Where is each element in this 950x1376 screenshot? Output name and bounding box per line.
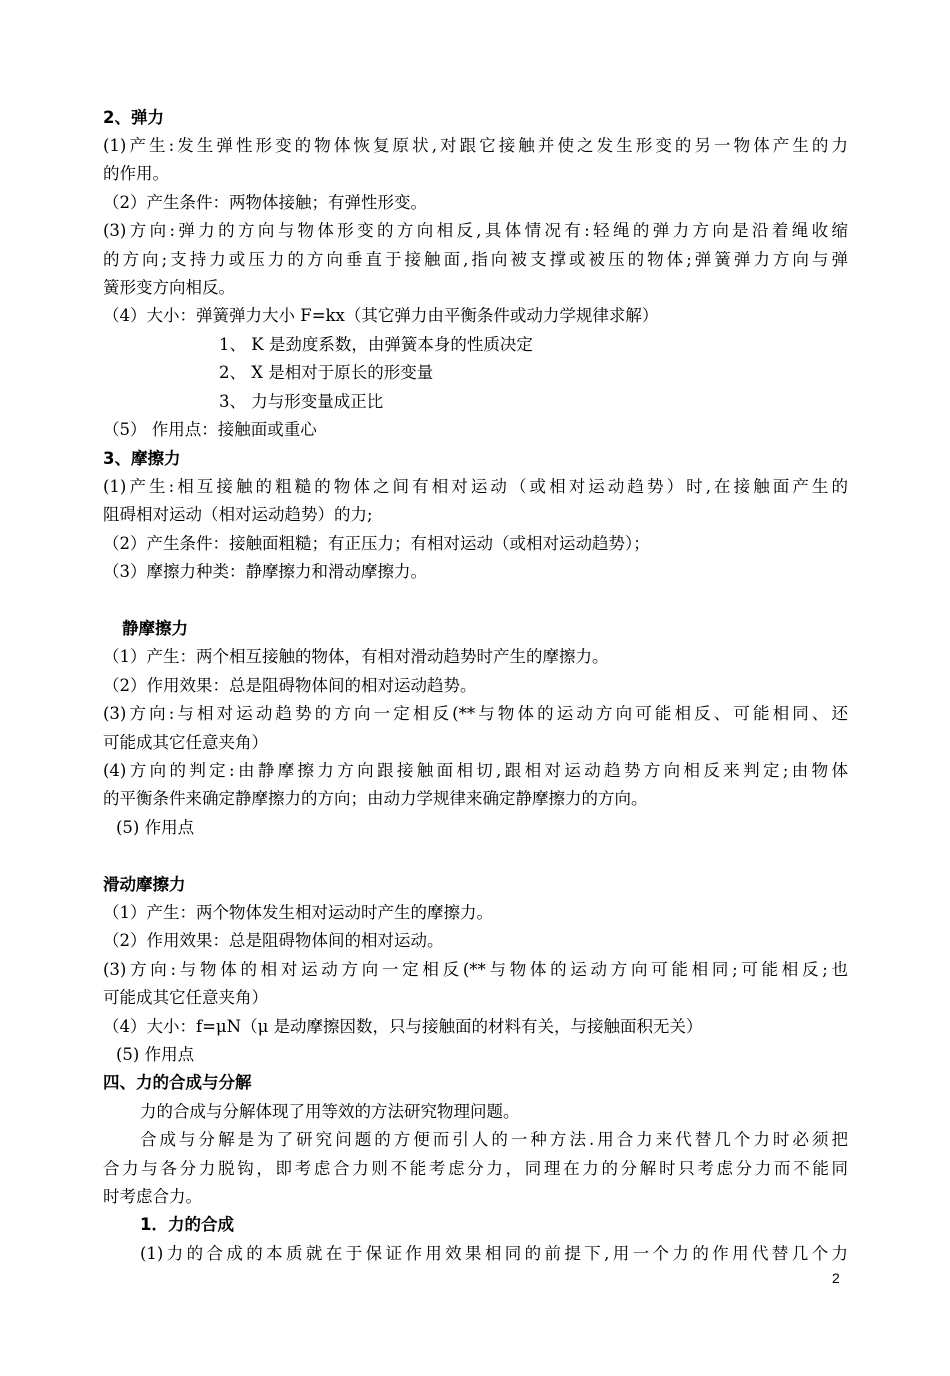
paragraph-line: （4）大小：弹簧弹力大小 F=kx（其它弹力由平衡条件或动力学规律求解） — [103, 306, 659, 325]
paragraph-line: (5) 作用点 — [116, 818, 195, 837]
paragraph-line: 的平衡条件来确定静摩擦力的方向；由动力学规律来确定静摩擦力的方向。 — [103, 789, 648, 808]
paragraph-line: (1)产生:相互接触的粗糙的物体之间有相对运动（或相对运动趋势）时,在接触面产生的 — [103, 477, 848, 496]
list-item: 3、 力与形变量成正比 — [219, 392, 384, 411]
paragraph-line: (4)方向的判定:由静摩擦力方向跟接触面相切,跟相对运动趋势方向相反来判定;由物体 — [103, 761, 848, 780]
section-heading-friction: 3、摩擦力 — [103, 449, 181, 468]
paragraph-line: （1）产生：两个相互接触的物体，有相对滑动趋势时产生的摩擦力。 — [103, 647, 609, 666]
paragraph-line: 的方向;支持力或压力的方向垂直于接触面,指向被支撑或被压的物体;弹簧弹力方向与弹 — [103, 250, 848, 269]
subheading-static-friction: 静摩擦力 — [122, 619, 188, 638]
paragraph-line: (3)方向:与物体的相对运动方向一定相反(**与物体的运动方向可能相同;可能相反;也 — [103, 960, 848, 979]
paragraph-line: 力的合成与分解体现了用等效的方法研究物理问题。 — [140, 1102, 520, 1121]
paragraph-line: （2）作用效果：总是阻碍物体间的相对运动趋势。 — [103, 676, 477, 695]
paragraph-line: 合成与分解是为了研究问题的方便而引人的一种方法.用合力来代替几个力时必须把 — [140, 1130, 848, 1149]
paragraph-line: (1)产生:发生弹性形变的物体恢复原状,对跟它接触并使之发生形变的另一物体产生的力 — [103, 136, 848, 155]
paragraph-line: 可能成其它任意夹角） — [103, 988, 268, 1007]
list-item: 1、 K 是劲度系数，由弹簧本身的性质决定 — [219, 335, 533, 354]
paragraph-line: (3)方向:弹力的方向与物体形变的方向相反,具体情况有:轻绳的弹力方向是沿着绳收缩 — [103, 221, 848, 240]
page-number: 2 — [832, 1270, 840, 1286]
paragraph-line: （2）产生条件：接触面粗糙；有正压力；有相对运动（或相对运动趋势）； — [103, 534, 650, 553]
paragraph-line: (1)力的合成的本质就在于保证作用效果相同的前提下,用一个力的作用代替几个力 — [140, 1244, 848, 1263]
paragraph-line: 簧形变方向相反。 — [103, 278, 235, 297]
paragraph-line: （4）大小：f=μN（μ 是动摩擦因数，只与接触面的材料有关，与接触面积无关） — [103, 1017, 703, 1036]
paragraph-line: (3)方向:与相对运动趋势的方向一定相反(**与物体的运动方向可能相反、可能相同、还 — [103, 704, 848, 723]
paragraph-line: 阻碍相对运动（相对运动趋势）的力; — [103, 505, 373, 524]
subheading-sliding-friction: 滑动摩擦力 — [103, 875, 186, 894]
section-heading-elastic-force: 2、弹力 — [103, 108, 164, 127]
paragraph-line: 可能成其它任意夹角） — [103, 733, 268, 752]
paragraph-line: 时考虑合力。 — [103, 1187, 202, 1206]
paragraph-line: (5) 作用点 — [116, 1045, 195, 1064]
paragraph-line: （2）产生条件：两物体接触；有弹性形变。 — [103, 193, 427, 212]
subheading-force-composition: 1．力的合成 — [140, 1215, 234, 1234]
paragraph-line: （3）摩擦力种类：静摩擦力和滑动摩擦力。 — [103, 562, 427, 581]
paragraph-line: 合力与各分力脱钩，即考虑合力则不能考虑分力，同理在力的分解时只考虑分力而不能同 — [103, 1159, 848, 1178]
paragraph-line: 的作用。 — [103, 164, 169, 183]
section-heading-force-composition: 四、力的合成与分解 — [103, 1073, 252, 1092]
list-item: 2、 X 是相对于原长的形变量 — [219, 363, 434, 382]
paragraph-line: （2）作用效果：总是阻碍物体间的相对运动。 — [103, 931, 444, 950]
paragraph-line: （5） 作用点：接触面或重心 — [103, 420, 317, 439]
paragraph-line: （1）产生：两个物体发生相对运动时产生的摩擦力。 — [103, 903, 493, 922]
